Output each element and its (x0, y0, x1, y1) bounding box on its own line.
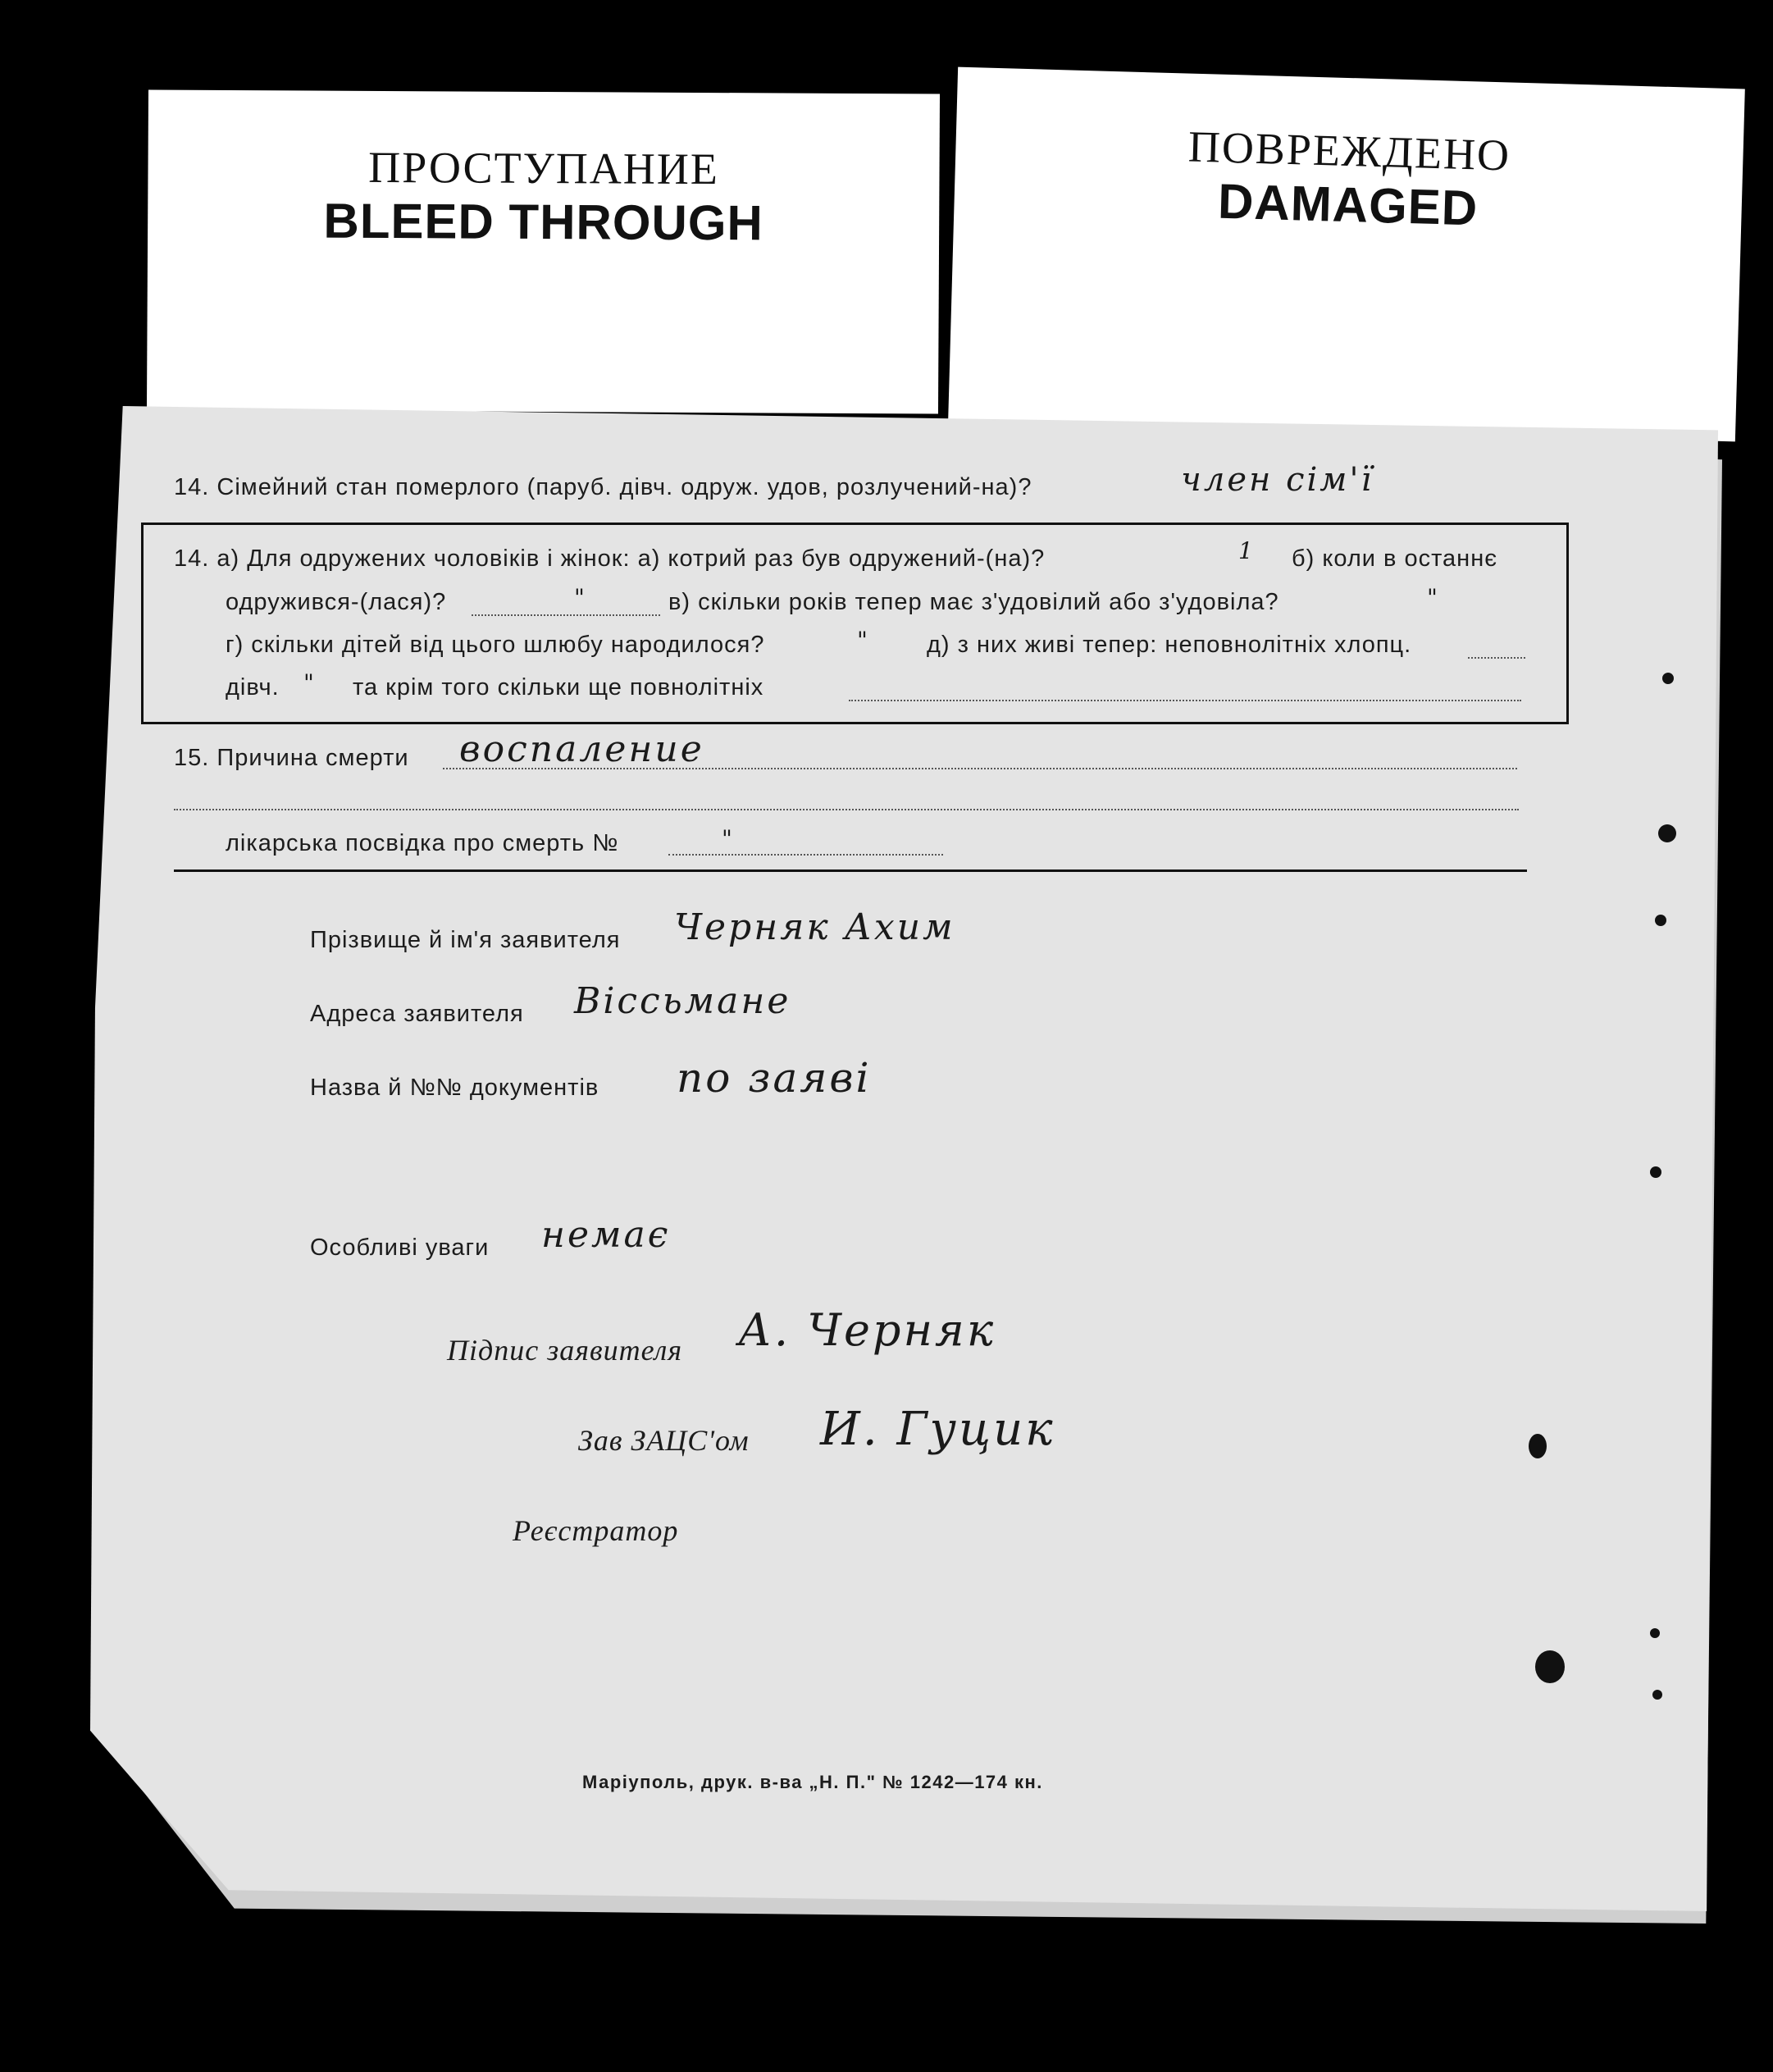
applicant-name-label: Прізвище й ім'я заявителя (310, 927, 621, 953)
q14a-line4: дівч. (226, 674, 280, 701)
q14a-line1-end: б) коли в останнє (1292, 545, 1498, 572)
q14a-line3: г) скільки дітей від цього шлюбу народилося? (226, 632, 765, 658)
signature-label: Підпис заявителя (447, 1334, 683, 1367)
q15-dots (443, 767, 1517, 769)
section-divider (174, 869, 1527, 872)
binding-hole (1655, 915, 1666, 926)
damaged-card (948, 67, 1745, 442)
remarks: немає (541, 1214, 671, 1256)
applicant-address-label: Адреса заявителя (310, 1001, 524, 1027)
q14a-line2-dots (472, 614, 660, 616)
q15-answer: воспаление (459, 728, 704, 770)
q14a-line4-end: та крім того скільки ще повнолітніх (353, 674, 764, 701)
binding-hole (1529, 1434, 1547, 1458)
binding-hole (1658, 824, 1676, 842)
binding-hole (1662, 673, 1674, 684)
bleed-through-en: BLEED THROUGH (323, 193, 764, 251)
q15-cert-answer: " (722, 825, 735, 852)
binding-hole (1535, 1650, 1565, 1683)
binding-hole (1650, 1628, 1660, 1638)
q14a-line2-end: в) скільки років тепер має з'удовілий або з'удовіла? (668, 589, 1279, 615)
applicant-address: Віссьмане (574, 980, 791, 1022)
q14a-line2-answer: " (574, 584, 587, 611)
applicant-name: Черняк Ахим (674, 906, 955, 948)
documents-label: Назва й №№ документів (310, 1075, 599, 1101)
q14a-line2-end-answer: " (1427, 584, 1440, 611)
q14a-line1-answer: 1 (1238, 537, 1256, 564)
binding-hole (1652, 1690, 1662, 1700)
q14a-line3-end: д) з них живі тепер: неповнолітніх хлопц. (927, 632, 1412, 658)
head-signature: И. Гуцик (820, 1403, 1055, 1456)
q14a-line1: 14. а) Для одружених чоловіків і жінок: а) котрий раз був одружений-(на)? (174, 545, 1046, 572)
remarks-label: Особливі уваги (310, 1235, 490, 1261)
printer-footer: Маріуполь, друк. в-ва „Н. П." № 1242—174 кн. (582, 1772, 1043, 1792)
q14a-line4-answer: " (303, 669, 317, 696)
damaged-en: DAMAGED (1217, 173, 1479, 236)
q14a-line3-dots (1468, 656, 1525, 659)
q14-answer: член сім'ї (1181, 461, 1374, 499)
head-label: Зав ЗАЦС'ом (578, 1424, 750, 1457)
q15-dots-2 (174, 808, 1519, 810)
binding-hole (1650, 1166, 1661, 1178)
q15-label: 15. Причина смерти (174, 745, 409, 771)
q14a-line4-dots (849, 699, 1521, 701)
documents: по заяві (677, 1054, 872, 1102)
q15-cert-label: лікарська посвідка про смерть № (226, 830, 619, 856)
bleed-through-ru: ПРОСТУПАНИЕ (368, 142, 719, 194)
q14a-line2: одружився-(лася)? (226, 589, 447, 615)
registrar-label: Реєстратор (513, 1514, 679, 1547)
bleed-through-card (147, 89, 940, 413)
q15-cert-dots (668, 853, 943, 856)
q14-label: 14. Сімейний стан померлого (паруб. дівч. одруж. удов, розлучений-на)? (174, 474, 1032, 500)
applicant-signature: А. Черняк (738, 1304, 996, 1356)
damaged-ru: ПОВРЕЖДЕНО (1187, 121, 1511, 180)
q14a-line3-answer: " (857, 627, 870, 654)
